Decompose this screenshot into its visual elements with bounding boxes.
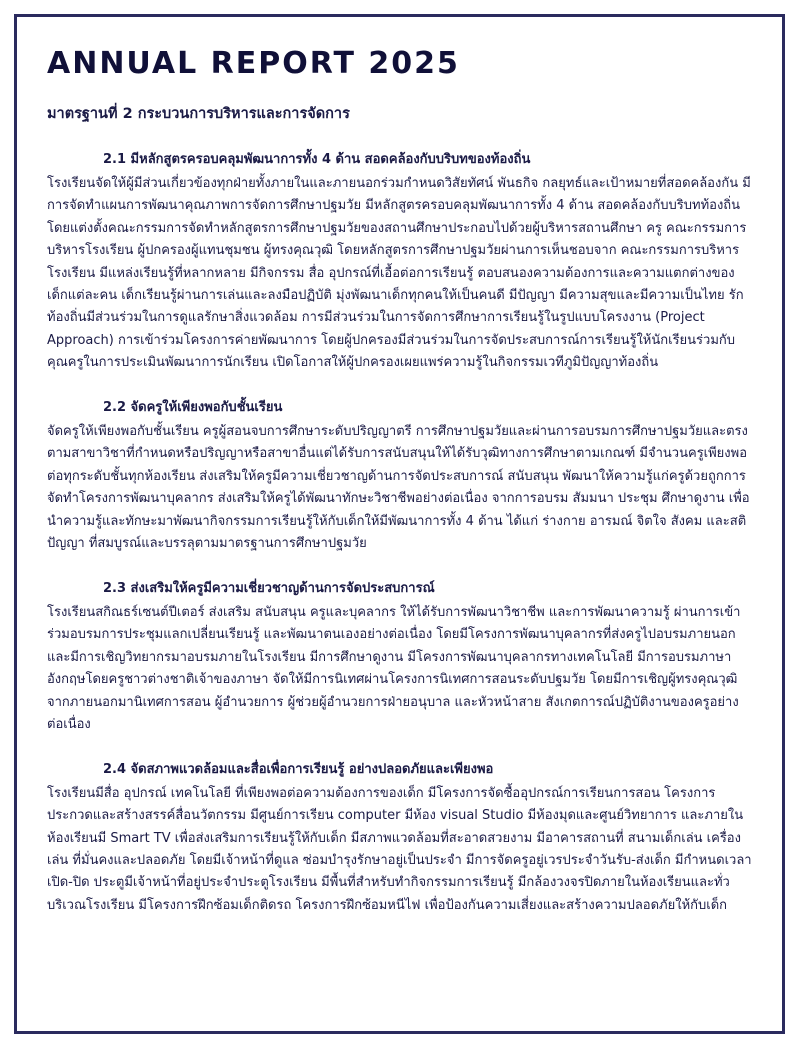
section-2-2-heading: 2.2 จัดครูให้เพียงพอกับชั้นเรียน [103, 400, 283, 416]
page-title: ANNUAL REPORT 2025 [47, 46, 460, 81]
section-2-3 [47, 579, 752, 736]
section-2-2-body: จัดครูให้เพียงพอกับชั้นเรียน ครูผู้สอนจบการศึกษาระดับปริญญาตรี การศึกษาปฐมวัยและผ่านการอบรมการศึกษาปฐมวัยและตรงตามสาขาวิชาที่กำหนดหรือปริญญาหรือสาขาอื่นแต่ได้รับการสนับสนุนให้ได้รับวุฒิทางการศึกษาตามเกณฑ์ มีจำนวนครูเพียงพอต่อทุกระดับชั้นทุกห้องเรียน ส่งเสริมให้ครูมีความเชี่ยวชาญด้านการจัดประสบการณ์ สนับสนุน พัฒนาให้ความรู้แก่ครูด้วยถูกการจัดทำโครงการพัฒนาบุคลากร ส่งเสริมให้ครูได้พัฒนาทักษะวิชาชีพอย่างต่อเนื่อง จากการอบรม สัมมนา ประชุม ศึกษาดูงาน เพื่อนำความรู้และทักษะมาพัฒนากิจกรรมการเรียนรู้ให้กับเด็กให้มีพัฒนาการทั้ง 4 ด้าน ได้แก่ ร่างกาย อารมณ์ จิตใจ สังคม และสติปัญญา ที่สมบูรณ์และบรรลุตามมาตรฐานการศึกษาปฐมวัย [47, 424, 750, 551]
section-2-4-heading: 2.4 จัดสภาพแวดล้อมและสื่อเพื่อการเรียนรู้ อย่างปลอดภัยและเพียงพอ [103, 762, 494, 778]
page-border-frame [14, 14, 785, 1034]
section-2-3-body: โรงเรียนสกิณธร์เซนต์ปีเตอร์ ส่งเสริม สนับสนุน ครูและบุคลากร ให้ได้รับการพัฒนาวิชาชีพ และการพัฒนาความรู้ ผ่านการเข้าร่วมอบรมการประชุมแลกเปลี่ยนเรียนรู้ และพัฒนาตนเองอย่างต่อเนื่อง โดยมีโครงการพัฒนาบุคลากรที่ส่งครูไปอบรมภายนอก และมีการเชิญวิทยากรมาอบรมภายในโรงเรียน มีการศึกษาดูงาน มีโครงการพัฒนาบุคลากรทางเทคโนโลยี มีการอบรมภาษาอังกฤษโดยครูชาวต่างชาติเจ้าของภาษา จัดให้มีการนิเทศผ่านโครงการนิเทศการสอนระดับปฐมวัย โดยมีการเชิญผู้ทรงคุณวุฒิจากภายนอกมานิเทศการสอน ผู้อำนวยการ ผู้ช่วยผู้อำนวยการฝ่ายอนุบาล และหัวหน้าสาย สังเกตการณ์ปฏิบัติงานของครูอย่างต่อเนื่อง [47, 605, 741, 732]
section-2-4-body: โรงเรียนมีสื่อ อุปกรณ์ เทคโนโลยี ที่เพียงพอต่อความต้องการของเด็ก มีโครงการจัดซื้ออุปกรณ์การเรียนการสอน โครงการประกวดและสร้างสรรค์สื่อนวัตกรรม มีศูนย์การเรียน computer มีห้อง visual Studio มีห้องมุดและศูนย์วิทยาการ และภายในห้องเรียนมี Smart TV เพื่อส่งเสริมการเรียนรู้ให้กับเด็ก มีสภาพแวดล้อมที่สะอาดสวยงาม มีอาคารสถานที่ สนามเด็กเล่น เครื่องเล่น ที่มั่นคงและปลอดภัย โดยมีเจ้าหน้าที่ดูแล ซ่อมบำรุงรักษาอยู่เป็นประจำ มีการจัดครูอยู่เวรประจำวันรับ-ส่งเด็ก มีกำหนดเวลาเปิด-ปิด ประตูมีเจ้าหน้าที่อยู่ประจำประตูโรงเรียน มีพื้นที่สำหรับทำกิจกรรมการเรียนรู้ มีกล้องวงจรปิดภายในห้องเรียนและทั่วบริเวณโรงเรียน มีโครงการฝึกซ้อมเด็กติดรถ โครงการฝึกซ้อมหนีไฟ เพื่อป้องกันความเสี่ยงและสร้างความปลอดภัยให้กับเด็ก [47, 786, 752, 913]
section-2-3-heading: 2.3 ส่งเสริมให้ครูมีความเชี่ยวชาญด้านการจัดประสบการณ์ [103, 581, 435, 597]
section-2-4 [47, 760, 752, 917]
section-2-1-heading: 2.1 มีหลักสูตรครอบคลุมพัฒนาการทั้ง 4 ด้าน สอดคล้องกับบริบทของท้องถิ่น [103, 152, 531, 168]
section-2-1-body: โรงเรียนจัดให้ผู้มีส่วนเกี่ยวข้องทุกฝ่ายทั้งภายในและภายนอกร่วมกำหนดวิสัยทัศน์ พันธกิจ กลยุทธ์และเป้าหมายที่สอดคล้องกัน มีการจัดทำแผนการพัฒนาคุณภาพการจัดการศึกษาปฐมวัย มีหลักสูตรครอบคลุมพัฒนาการทั้ง 4 ด้าน สอดคล้องกับบริบทท้องถิ่น โดยแต่งตั้งคณะกรรมการจัดทำหลักสูตรการศึกษาปฐมวัยของสถานศึกษาประกอบไปด้วยผู้บริหารสถานศึกษา ครู คณะกรรมการบริหารโรงเรียน ผู้ปกครองผู้แทนชุมชน ผู้ทรงคุณวุฒิ โดยหลักสูตรการศึกษาปฐมวัยผ่านการเห็นชอบจาก คณะกรรมการบริหารโรงเรียน มีแหล่งเรียนรู้ที่หลากหลาย มีกิจกรรม สื่อ อุปกรณ์ที่เอื้อต่อการเรียนรู้ ตอบสนองความต้องการและความแตกต่างของเด็กแต่ละคน เด็กเรียนรู้ผ่านการเล่นและลงมือปฏิบัติ มุ่งพัฒนาเด็กทุกคนให้เป็นคนดี มีปัญญา มีความสุขและมีความเป็นไทย รักท้องถิ่นมีส่วนร่วมในการดูแลรักษาสิ่งแวดล้อม การมีส่วนร่วมในการจัดการศึกษาการเรียนรู้ในรูปแบบโครงงาน (Project Approach) การเข้าร่วมโครงการค่ายพัฒนาการ โดยผู้ปกครองมีส่วนร่วมในการจัดประสบการณ์การเรียนรู้ให้นักเรียนร่วมกับคุณครูในการประเมินพัฒนาการนักเรียน เปิดโอกาสให้ผู้ปกครองเผยแพร่ความรู้ในกิจกรรมเวทีภูมิปัญญาท้องถิ่น [47, 176, 751, 370]
standard-heading: มาตรฐานที่ 2 กระบวนการบริหารและการจัดการ [47, 106, 350, 122]
section-2-2 [47, 398, 752, 555]
section-2-1 [47, 150, 752, 374]
